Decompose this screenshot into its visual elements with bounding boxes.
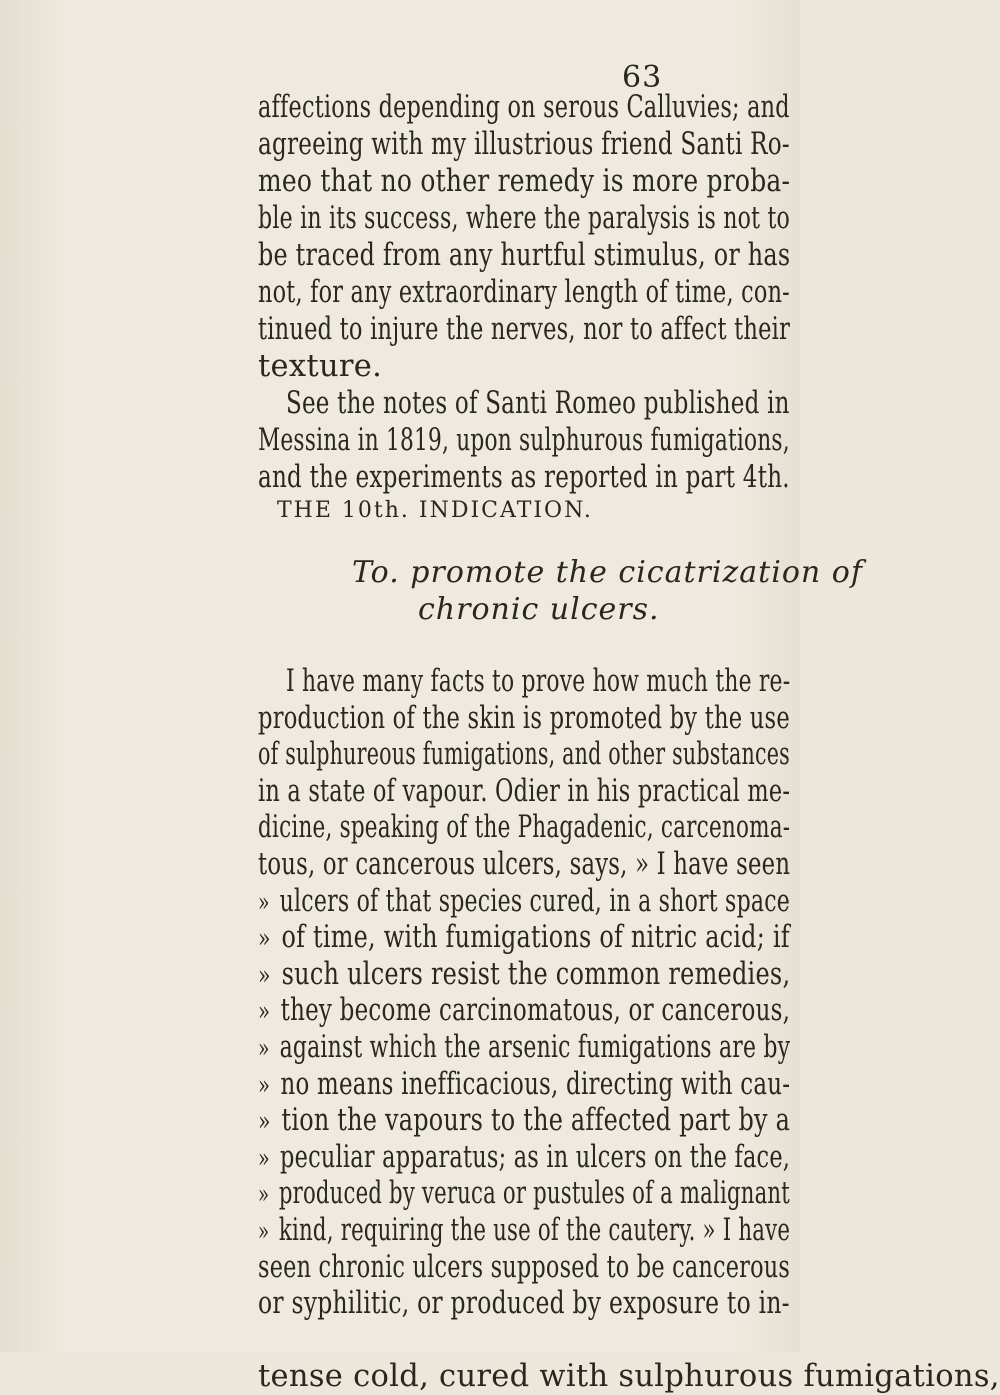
subheading-line: To. promote the cicatrization of — [352, 555, 863, 590]
quoted-text: they become carcinomatous, or cancerous, — [280, 993, 791, 1028]
quoted-text: tion the vapours to the affected part by a — [281, 1103, 791, 1138]
quoted-line — [258, 1176, 790, 1213]
quote-mark: » — [258, 997, 271, 1027]
text-line: production of the skin is promoted by the use — [258, 701, 790, 736]
quoted-line — [258, 1140, 790, 1177]
quoted-text: of time, with fumigations of nitric acid; if — [281, 920, 790, 955]
quote-mark: » — [258, 1071, 271, 1101]
text-line: of sulphureous fumigations, and other substances — [258, 737, 790, 772]
text-line: in a state of vapour. Odier in his practical me- — [258, 774, 791, 809]
quoted-line — [258, 1030, 790, 1067]
text-line: ble in its success, where the paralysis is not to — [258, 201, 791, 236]
quoted-line — [258, 1067, 790, 1104]
quote-mark: » — [258, 961, 271, 991]
quoted-line — [258, 1213, 790, 1250]
quoted-line — [258, 920, 790, 957]
quoted-text: no means inefficacious, directing with cau- — [280, 1067, 791, 1102]
quote-mark: » — [258, 1180, 270, 1210]
text-line: be traced from any hurtful stimulus, or has — [258, 238, 791, 273]
text-line: tense cold, cured with sulphurous fumigations, — [258, 1359, 1000, 1394]
quoted-text: produced by veruca or pustules of a malignant — [278, 1176, 790, 1211]
quoted-line — [258, 993, 790, 1030]
subheading-line: chronic ulcers. — [418, 592, 660, 627]
text-line: Messina in 1819, upon sulphurous fumigations, — [258, 423, 790, 458]
text-line: or syphilitic, or produced by exposure to in- — [258, 1286, 790, 1321]
quote-mark: » — [258, 1034, 270, 1064]
section-heading: THE 10th. INDICATION. — [277, 498, 593, 523]
page-number: 63 — [622, 60, 663, 95]
quote-mark: » — [258, 1144, 270, 1174]
text-line: seen chronic ulcers supposed to be cancerous — [258, 1250, 791, 1285]
quoted-text: such ulcers resist the common remedies, — [281, 957, 791, 992]
quoted-text: peculiar apparatus; as in ulcers on the face, — [280, 1140, 791, 1175]
quote-mark: » — [258, 1217, 270, 1247]
quoted-line — [258, 1103, 790, 1140]
text-line: meo that no other remedy is more proba- — [258, 164, 791, 199]
quoted-text: kind, requiring the use of the cautery. » I have — [278, 1213, 791, 1248]
text-line: not, for any extraordinary length of time, con- — [258, 275, 790, 310]
text-line: See the notes of Santi Romeo published in — [286, 386, 790, 421]
text-line: I have many facts to prove how much the re- — [286, 664, 791, 699]
text-line: and the experiments as reported in part 4th. — [258, 460, 790, 495]
quoted-line — [258, 957, 790, 994]
text-line: agreeing with my illustrious friend Santi Ro- — [258, 127, 790, 162]
quoted-line — [258, 884, 790, 921]
text-line: tinued to injure the nerves, nor to affect their — [258, 312, 791, 347]
quote-mark: » — [258, 1107, 271, 1137]
quoted-text: ulcers of that species cured, in a short space — [279, 884, 791, 919]
quoted-text: against which the arsenic fumigations are by — [279, 1030, 791, 1065]
quote-mark: » — [258, 924, 271, 954]
text-line: affections depending on serous Calluvies; and — [258, 90, 790, 125]
text-line: tous, or cancerous ulcers, says, » I have seen — [258, 847, 791, 882]
text-line: texture. — [258, 349, 383, 384]
quote-mark: » — [258, 888, 270, 918]
text-line: dicine, speaking of the Phagadenic, carcenoma- — [258, 810, 791, 845]
